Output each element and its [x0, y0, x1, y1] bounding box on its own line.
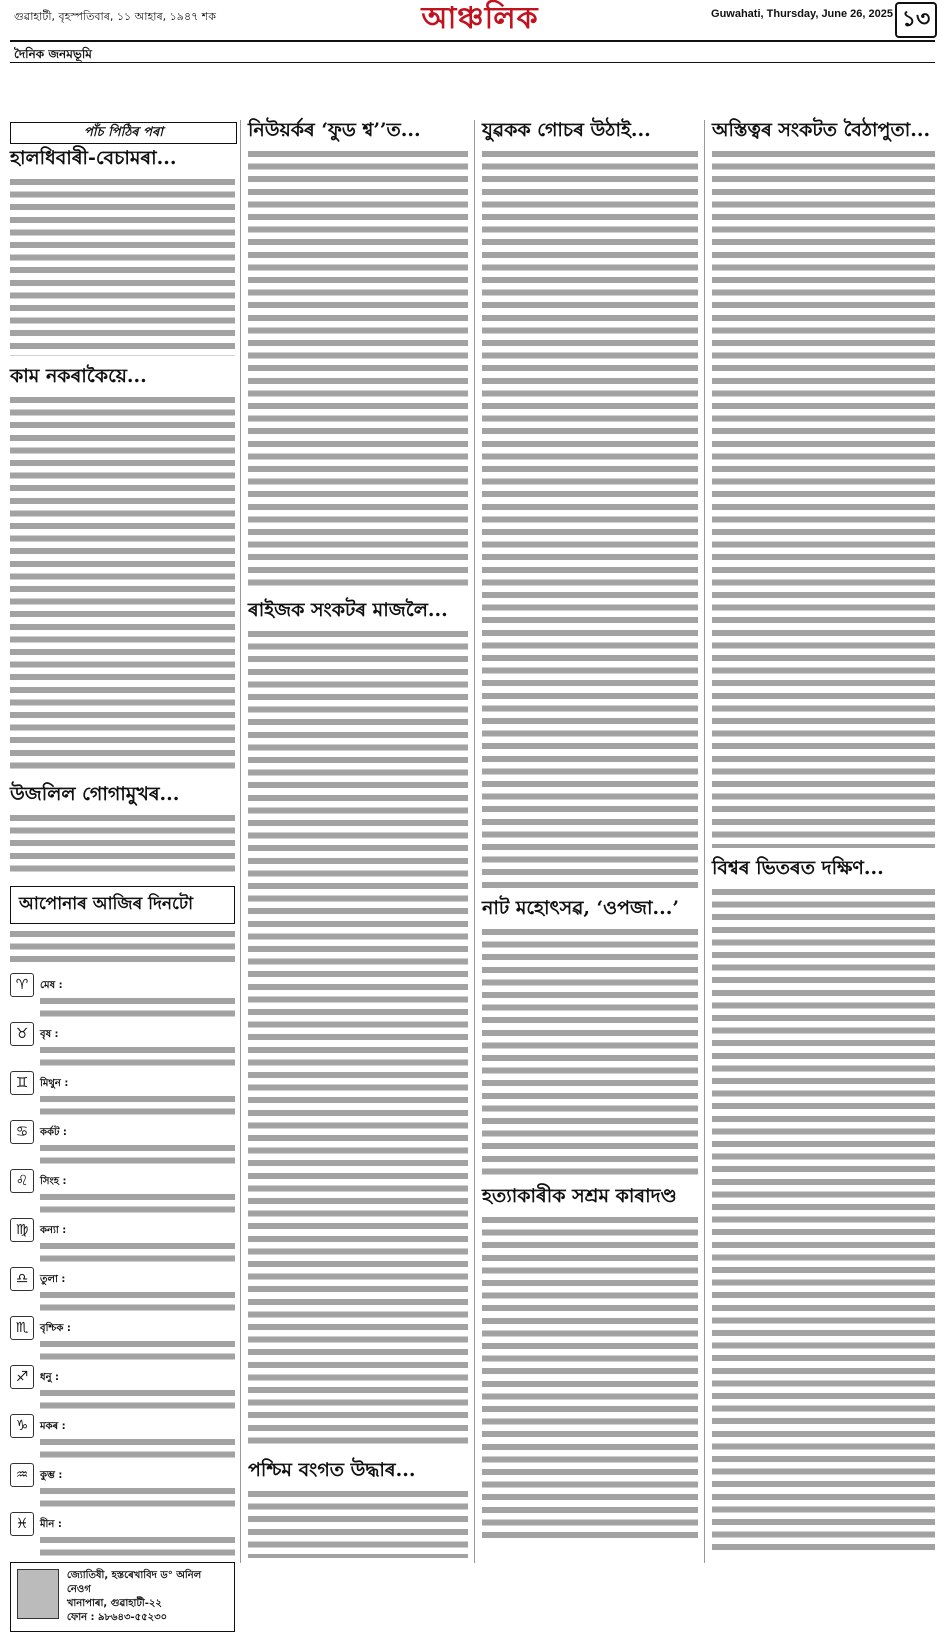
zodiac-prediction: [40, 995, 235, 1017]
zodiac-prediction: [40, 1093, 235, 1115]
zodiac-sign-name: সিংহ :: [40, 1175, 67, 1187]
masthead-date-english: Guwahati, Thursday, June 26, 2025: [711, 8, 893, 20]
zodiac-row: [10, 1169, 235, 1213]
zodiac-sign-name: বৃষ :: [40, 1028, 59, 1040]
zodiac-sign-name: বৃশ্চিক :: [40, 1322, 71, 1334]
zodiac-sign-icon: ♓: [10, 1512, 34, 1536]
horoscope-section: [10, 886, 235, 1632]
article-headline: কাম নকৰাকৈয়ে...: [10, 364, 147, 387]
zodiac-prediction: [40, 1534, 235, 1556]
zodiac-row: [10, 1267, 235, 1311]
zodiac-row: [10, 1022, 235, 1066]
astrologer-photo: [17, 1569, 59, 1619]
zodiac-row: [10, 1365, 235, 1409]
article-body: [248, 148, 468, 588]
zodiac-row: [10, 1316, 235, 1360]
zodiac-sign-name: মেষ :: [40, 979, 63, 991]
article-headline: ৰাইজক সংকটৰ মাজলৈ...: [248, 598, 448, 621]
zodiac-sign-icon: ♒: [10, 1463, 34, 1487]
article-body: [248, 628, 468, 1448]
section-label: পাঁচ পিঠিৰ পৰা: [10, 122, 237, 144]
zodiac-row: [10, 973, 235, 1017]
zodiac-prediction: [40, 1240, 235, 1262]
article-headline: নিউয়ৰ্কৰ ‘ফুড শ্ব’’ত...: [248, 119, 421, 141]
astrologer-address: খানাপাৰা, গুৱাহাটী-২২: [66, 1597, 162, 1609]
astrologer-phone: ফোন : ৯৮৬৪৩-৫৫২৩০: [66, 1611, 168, 1623]
article-body: [712, 886, 935, 1556]
zodiac-sign-name: মীন :: [40, 1518, 62, 1530]
zodiac-sign-icon: ♌: [10, 1169, 34, 1193]
article-headline: উজলিল গোগামুখৰ...: [10, 782, 180, 805]
zodiac-sign-icon: ♉: [10, 1022, 34, 1046]
zodiac-row: [10, 1120, 235, 1164]
column-2: [248, 120, 468, 1563]
zodiac-sign-name: কুম্ভ :: [40, 1469, 63, 1481]
zodiac-prediction: [40, 1289, 235, 1311]
zodiac-sign-icon: ♏: [10, 1316, 34, 1340]
zodiac-sign-icon: ♐: [10, 1365, 34, 1389]
column-divider: [704, 120, 705, 1563]
zodiac-row: [10, 1512, 235, 1556]
zodiac-sign-name: ধনু :: [40, 1371, 60, 1383]
zodiac-list: [10, 973, 235, 1556]
zodiac-prediction: [40, 1387, 235, 1409]
column-3: [482, 120, 698, 1563]
article-body: [10, 394, 235, 774]
zodiac-prediction: [40, 1044, 235, 1066]
zodiac-row: [10, 1463, 235, 1507]
article-headline: অস্তিত্বৰ সংকটত বৈঠাপুতা...: [712, 119, 931, 141]
zodiac-row: [10, 1071, 235, 1115]
masthead-rule: [10, 40, 935, 42]
article-body: [10, 812, 235, 874]
zodiac-row: [10, 1218, 235, 1262]
astrologer-name: জ্যোতিষী, হস্তৰেখাবিদ ড° অনিল নেওগ: [66, 1569, 202, 1595]
page-number: ১৩: [895, 2, 937, 38]
zodiac-sign-icon: ♋: [10, 1120, 34, 1144]
zodiac-sign-icon: ♑: [10, 1414, 34, 1438]
zodiac-prediction: [40, 1191, 235, 1213]
zodiac-sign-icon: ♎: [10, 1267, 34, 1291]
article-headline: নাট মহোৎসৱ, ‘ওপজা...’: [482, 896, 680, 919]
zodiac-prediction: [40, 1142, 235, 1164]
article-body: [482, 1214, 698, 1544]
article-body: [482, 148, 698, 888]
article-headline: যুৱকক গোচৰ উঠাই...: [482, 119, 651, 141]
article-headline: হালধিবাৰী-বেচামৰা...: [10, 147, 177, 169]
zodiac-sign-name: কৰ্কট :: [40, 1126, 67, 1138]
zodiac-sign-name: মকৰ :: [40, 1420, 66, 1432]
zodiac-prediction: [40, 1485, 235, 1507]
zodiac-prediction: [40, 1338, 235, 1360]
zodiac-prediction: [40, 1436, 235, 1458]
zodiac-row: [10, 1414, 235, 1458]
zodiac-sign-name: কন্যা :: [40, 1224, 67, 1236]
zodiac-sign-name: তুলা :: [40, 1273, 66, 1285]
horoscope-intro: [10, 928, 235, 968]
page-logo: আঞ্চলিক: [421, 0, 539, 36]
masthead-date-assamese: গুৱাহাটী, বৃহস্পতিবাৰ, ১১ আহাৰ, ১৯৪৭ শক: [14, 10, 216, 23]
zodiac-sign-icon: ♍: [10, 1218, 34, 1242]
column-1: [10, 147, 235, 1623]
article-body: [10, 176, 235, 356]
article-headline: পশ্চিম বংগত উদ্ধাৰ...: [248, 1458, 416, 1481]
column-divider: [240, 120, 241, 1563]
zodiac-sign-icon: ♈: [10, 973, 34, 997]
article-headline: বিশ্বৰ ভিতৰত দক্ষিণ...: [712, 856, 884, 879]
brand-rule: [10, 62, 935, 63]
article-body: [482, 926, 698, 1176]
zodiac-sign-icon: ♊: [10, 1071, 34, 1095]
astrologer-box: [10, 1562, 235, 1632]
horoscope-heading: আপোনাৰ আজিৰ দিনটো: [10, 886, 235, 924]
zodiac-sign-name: মিথুন :: [40, 1077, 69, 1089]
article-body: [248, 1488, 468, 1558]
article-body: [712, 148, 935, 848]
article-headline: হত্যাকাৰীক সশ্ৰম কাৰাদণ্ড: [482, 1184, 677, 1207]
column-divider: [474, 120, 475, 1563]
brand-name: দৈনিক জনমভূমি: [14, 47, 92, 61]
column-4: [712, 120, 935, 1563]
